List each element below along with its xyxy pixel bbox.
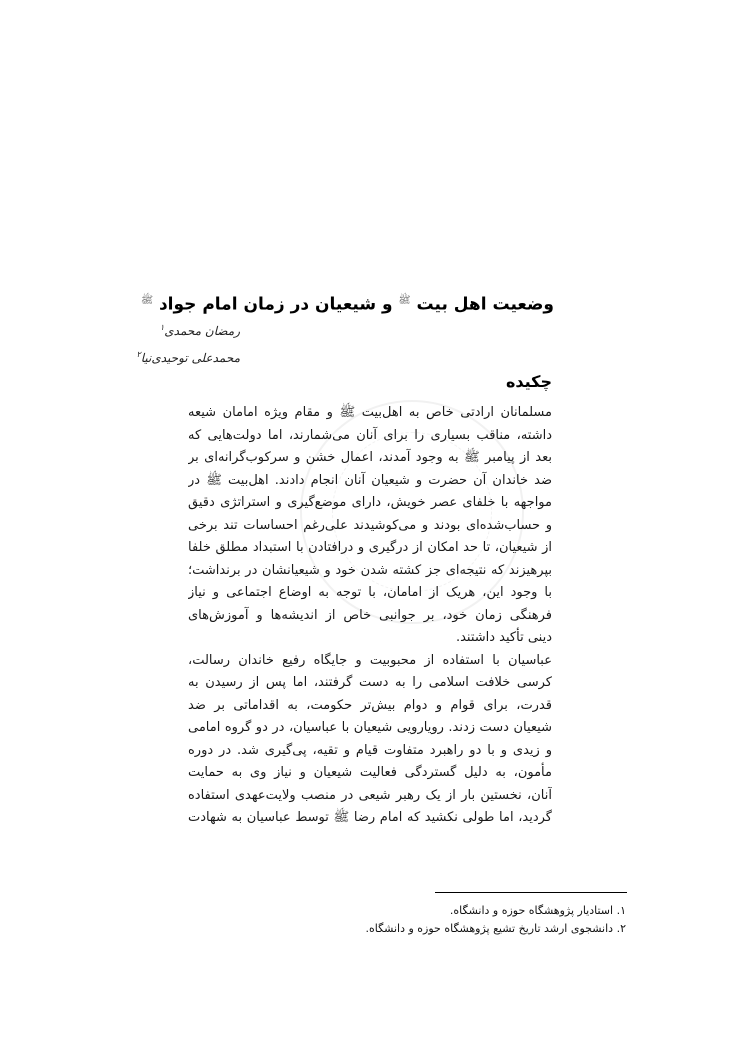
article-title	[134, 288, 554, 318]
text-line: مأمون، به دلیل گستردگی فعالیت شیعیان و نیاز وی به حمایت	[188, 765, 552, 780]
title-part-2: و شیعیان در زمان امام جواد	[158, 294, 393, 315]
text-line: از شیعیان، تا حد امکان از درگیری و درافتادن با استبداد مطلق خلفا	[188, 540, 552, 555]
author-name: رمضان محمدی	[164, 324, 240, 338]
title-part-1: وضعیت اهل بیت	[416, 294, 554, 315]
text-line: ضد خاندان آن حضرت و شیعیان آنان انجام دادند. اهل‌بیت ﷺ در	[188, 472, 552, 488]
footnote-divider	[435, 892, 627, 893]
text-line: عباسیان با استفاده از محبوبیت و جایگاه رفیع خاندان رسالت،	[188, 652, 552, 668]
author-2	[115, 350, 240, 365]
footnotes	[365, 902, 626, 938]
text-line: شیعیان دست زدند. رویارویی شیعیان با عباسیان، در دو گروه امامی	[188, 720, 552, 735]
footnote-mark[interactable]: ۱	[159, 323, 165, 332]
text-line: آنان، نخستین بار از یک رهبر شیعی در منصب ولایت‌عهدی استفاده	[188, 787, 552, 803]
text-line: با وجود این، هریک از امامان، با توجه به اوضاع اجتماعی و نیاز	[188, 585, 552, 600]
text-line: مواجهه با خلفای عصر خویش، دارای موضع‌گیری و استراتژی دقیق	[188, 495, 552, 510]
text-line: و زیدی و با دو راهبرد متفاوت قیام و تقیه، پی‌گیری شد. در دوره	[188, 742, 552, 758]
honorific-icon: ﷺ	[140, 295, 154, 306]
text-line: داشته، مناقب بسیاری را برای آنان می‌شمارند، اما دولت‌هایی که	[188, 427, 552, 443]
text-line: و حساب‌شده‌ای بودند و می‌کوشیدند علی‌رغم احساسات تند برخی	[188, 517, 552, 533]
author-name: محمدعلی توحیدی‌نیا	[140, 351, 240, 365]
text-line: قدرت، برای قوام و دوام بیش‌تر حکومت، به اقداماتی بر ضد	[188, 697, 552, 713]
honorific-icon: ﷺ	[398, 295, 411, 306]
abstract-body	[188, 402, 552, 830]
abstract-heading: چکیده	[505, 372, 552, 391]
text-line: بعد از پیامبر ﷺ به وجود آمدند، اعمال خشن و سرکوب‌گرانه‌ای بر	[188, 450, 552, 465]
text-line: گردید، اما طولی نکشید که امام رضا ﷺ توسط عباسیان به شهادت	[188, 810, 552, 825]
footnote-1: ۱. استادیار پژوهشگاه حوزه و دانشگاه.	[449, 904, 626, 917]
text-line: فرهنگی زمان خود، بر جوانبی خاص از اندیشه‌ها و آموزش‌های	[188, 607, 552, 623]
text-line: دینی تأکید داشتند.	[455, 630, 552, 645]
footnote-mark[interactable]: ۲	[136, 350, 141, 359]
text-line: مسلمانان ارادتی خاص به اهل‌بیت ﷺ و مقام ویژه امامان شیعه	[188, 405, 552, 420]
text-line: بپرهیزند که نتیجه‌ای جز کشته شدن خود و شیعیانشان در برنداشت؛	[188, 562, 552, 578]
text-line: کرسی خلافت اسلامی را به دست گرفتند، اما پس از رسیدن به	[188, 675, 552, 690]
footnote-2: ۲. دانشجوی ارشد تاریخ تشیع پژوهشگاه حوزه و دانشگاه.	[365, 922, 626, 935]
author-1	[115, 323, 240, 338]
